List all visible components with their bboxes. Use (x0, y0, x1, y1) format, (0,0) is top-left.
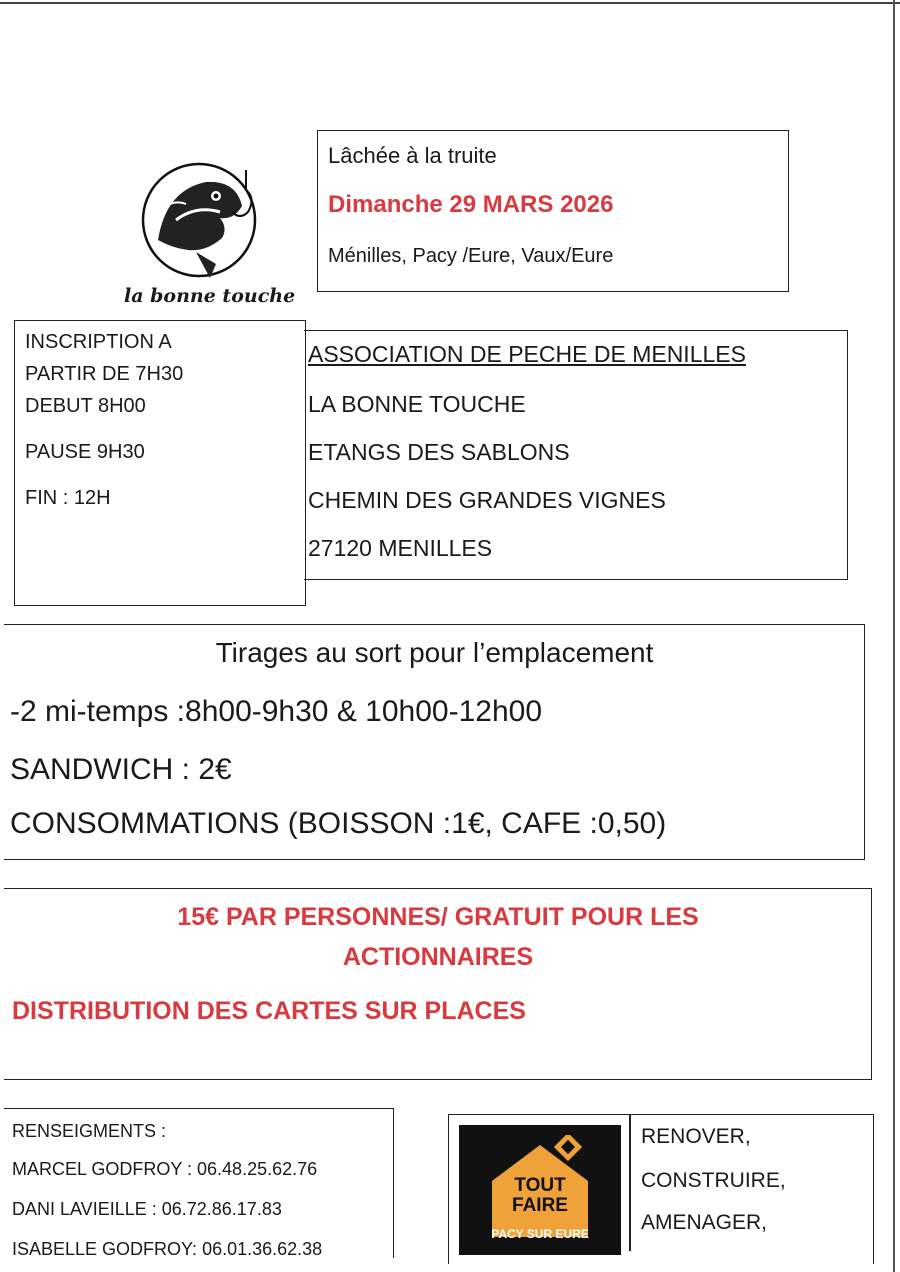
event-title: Lâchée à la truite (328, 143, 497, 168)
draw-line: -2 mi-temps :8h00-9h30 & 10h00-12h00 (10, 695, 543, 728)
sponsor-logo-text: FAIRE (512, 1195, 568, 1216)
sponsor-divider (629, 1115, 631, 1251)
contact-person: DANI LAVIEILLE : 06.72.86.17.83 (12, 1199, 282, 1219)
sponsor-word: CONSTRUIRE, (641, 1169, 786, 1192)
schedule-line: PARTIR DE 7H30 (25, 363, 184, 385)
draw-line: CONSOMMATIONS (BOISSON :1€, CAFE :0,50) (10, 807, 667, 840)
draw-line: SANDWICH : 2€ (10, 753, 232, 786)
association-line: 27120 MENILLES (308, 535, 493, 561)
schedule-line: INSCRIPTION A (25, 331, 172, 353)
association-box (304, 330, 848, 580)
contact-person: ISABELLE GODFROY: 06.01.36.62.38 (12, 1239, 323, 1259)
scan-edge-right (893, 0, 895, 1272)
sponsor-box (448, 1114, 874, 1264)
association-line: CHEMIN DES GRANDES VIGNES (308, 487, 666, 513)
sponsor-word: RENOVER, (641, 1125, 751, 1148)
price-line: 15€ PAR PERSONNES/ GRATUIT POUR LES (177, 903, 699, 931)
association-line: LA BONNE TOUCHE (308, 391, 526, 417)
contact-heading: RENSEIGMENTS : (12, 1121, 167, 1141)
scan-edge-top (0, 2, 900, 4)
event-places: Ménilles, Pacy /Eure, Vaux/Eure (328, 245, 614, 267)
fish-hook-icon (136, 160, 266, 290)
price-line: ACTIONNAIRES (342, 943, 534, 971)
schedule-line: DEBUT 8H00 (25, 395, 146, 417)
draw-box (4, 624, 865, 860)
schedule-box (14, 320, 306, 606)
event-date: Dimanche 29 MARS 2026 (328, 191, 614, 218)
association-line: ETANGS DES SABLONS (308, 439, 570, 465)
sponsor-logo-location: PACY SUR EURE (491, 1227, 589, 1241)
contact-box (4, 1108, 394, 1258)
sponsor-word: AMENAGER, (641, 1211, 768, 1234)
price-box (4, 888, 872, 1080)
association-name: ASSOCIATION DE PECHE DE MENILLES (308, 341, 746, 367)
schedule-line: FIN : 12H (25, 487, 111, 509)
contact-person: MARCEL GODFROY : 06.48.25.62.76 (12, 1159, 318, 1179)
event-info-box (317, 130, 789, 292)
logo-caption: la bonne touche (124, 285, 296, 307)
sponsor-logo-text: TOUT (514, 1175, 566, 1196)
draw-title: Tirages au sort pour l’emplacement (215, 637, 654, 668)
sponsor-logo (459, 1125, 621, 1255)
distribution-line: DISTRIBUTION DES CARTES SUR PLACES (12, 997, 526, 1025)
schedule-line: PAUSE 9H30 (25, 441, 145, 463)
